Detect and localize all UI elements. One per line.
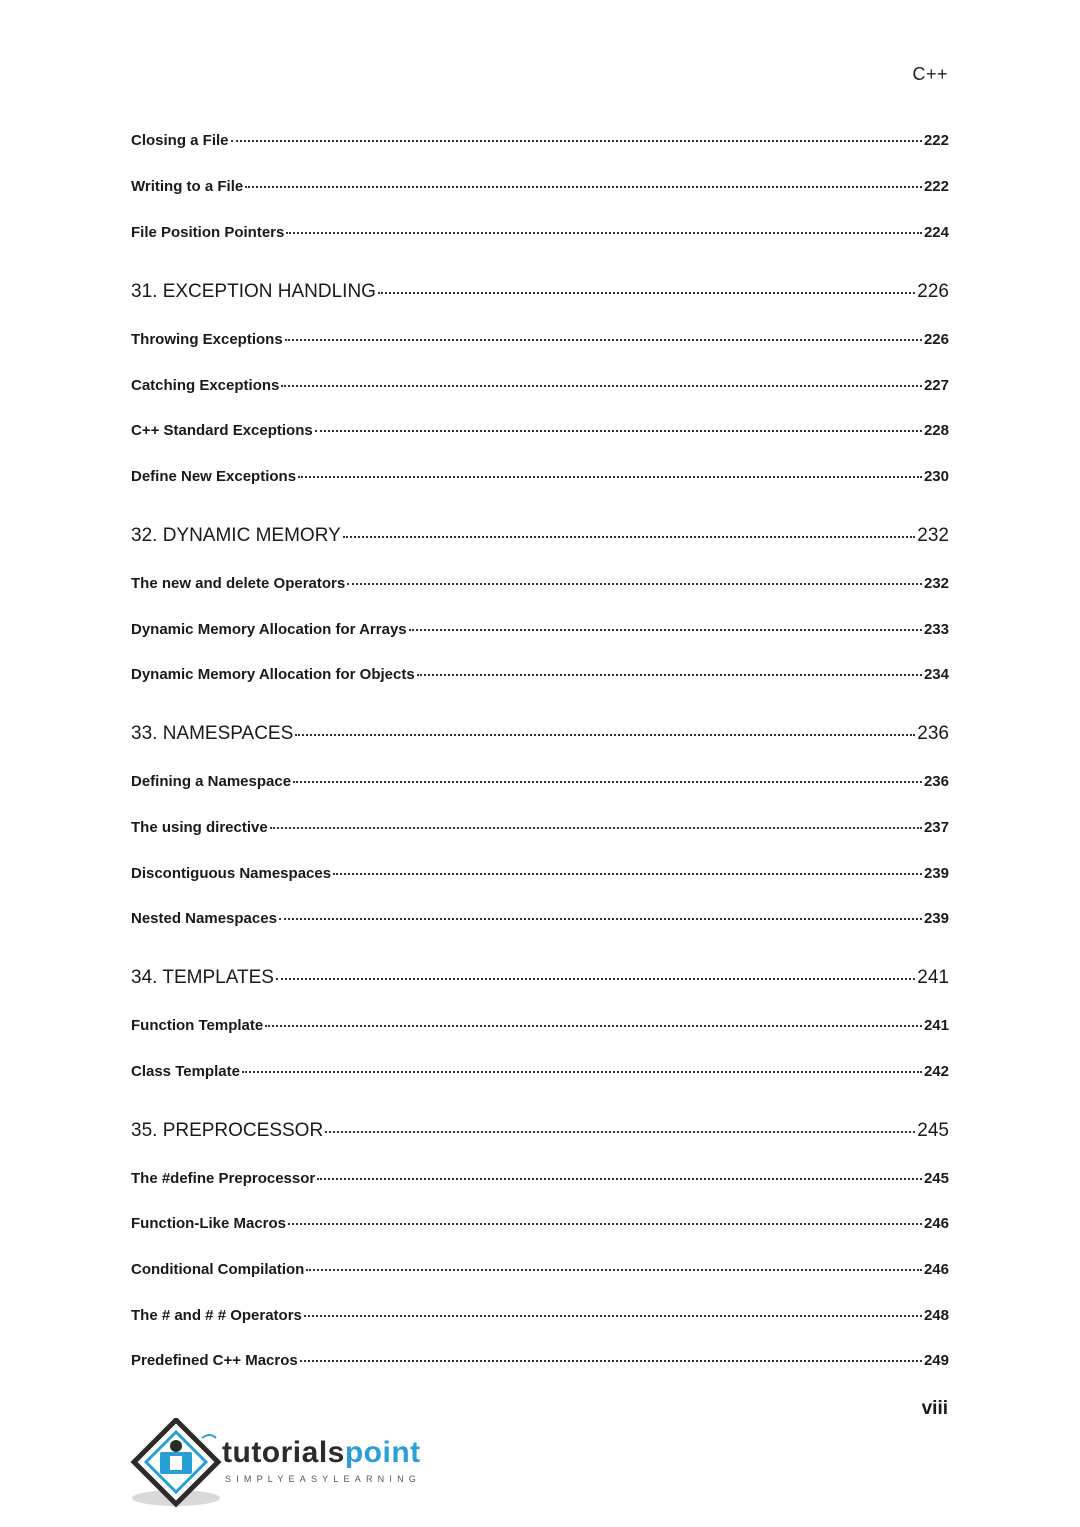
dot-leader: [279, 918, 922, 920]
toc-chapter[interactable]: [131, 1120, 949, 1142]
logo-word-tutorials: tutorials: [222, 1436, 345, 1469]
dot-leader: [242, 1071, 922, 1073]
toc-entry-label: Defining a Namespace: [131, 773, 292, 790]
toc-chapter[interactable]: [131, 967, 949, 989]
toc-entry-label: Function Template: [131, 1017, 264, 1034]
dot-leader: [276, 978, 915, 980]
dot-leader: [333, 873, 922, 875]
toc-entry-page: 242: [923, 1063, 949, 1080]
toc-entry[interactable]: [131, 468, 949, 485]
toc-entry-label: Define New Exceptions: [131, 468, 297, 485]
toc-chapter[interactable]: [131, 723, 949, 745]
toc-entry-label: Class Template: [131, 1063, 240, 1080]
dot-leader: [378, 292, 915, 294]
dot-leader: [293, 781, 922, 783]
toc-entry-page: 246: [923, 1215, 949, 1232]
toc-entry[interactable]: [131, 132, 949, 149]
logo-emblem-icon: [130, 1418, 230, 1510]
toc-entry-label: File Position Pointers: [131, 224, 285, 241]
toc-chapter-page: 241: [917, 967, 949, 988]
tutorialspoint-logo: [130, 1418, 460, 1510]
toc-chapter-page: 236: [917, 723, 949, 744]
toc-entry-page: 246: [923, 1261, 949, 1278]
toc-chapter-label: 32. DYNAMIC MEMORY: [131, 525, 341, 546]
toc-entry-page: 222: [923, 178, 949, 195]
toc-entry-page: 245: [923, 1170, 949, 1187]
toc-entry[interactable]: [131, 1170, 949, 1187]
toc-entry[interactable]: [131, 575, 949, 592]
toc-entry-label: Catching Exceptions: [131, 377, 280, 394]
dot-leader: [347, 583, 922, 585]
toc-chapter-label: 31. EXCEPTION HANDLING: [131, 281, 376, 302]
toc-entry-page: 248: [923, 1307, 949, 1324]
toc-entry-page: 236: [923, 773, 949, 790]
dot-leader: [325, 1131, 915, 1133]
toc-chapter-page: 245: [917, 1120, 949, 1141]
dot-leader: [288, 1223, 922, 1225]
dot-leader: [315, 430, 922, 432]
dot-leader: [295, 734, 915, 736]
toc-entry[interactable]: [131, 621, 949, 638]
toc-entry-label: The # and # # Operators: [131, 1307, 302, 1324]
toc-entry[interactable]: [131, 1063, 949, 1080]
toc-entry-label: Function-Like Macros: [131, 1215, 287, 1232]
toc-entry[interactable]: [131, 1352, 949, 1369]
toc-entry-page: 230: [923, 468, 949, 485]
toc-entry-page: 232: [923, 575, 949, 592]
dot-leader: [304, 1315, 922, 1317]
toc-entry-page: 241: [923, 1017, 949, 1034]
dot-leader: [270, 827, 922, 829]
toc-entry-page: 228: [923, 422, 949, 439]
toc-entry-label: Dynamic Memory Allocation for Arrays: [131, 621, 407, 638]
toc-chapter-label: 33. NAMESPACES: [131, 723, 294, 744]
dot-leader: [281, 385, 922, 387]
running-header: C++: [912, 64, 948, 84]
toc-entry[interactable]: [131, 178, 949, 195]
toc-entry[interactable]: [131, 1215, 949, 1232]
toc-entry-label: Throwing Exceptions: [131, 331, 283, 348]
toc-entry[interactable]: [131, 865, 949, 882]
toc-entry-page: 226: [923, 331, 949, 348]
dot-leader: [343, 536, 916, 538]
toc-entry-label: Discontiguous Namespaces: [131, 865, 332, 882]
toc-entry[interactable]: [131, 1017, 949, 1034]
dot-leader: [298, 476, 922, 478]
logo-tagline: SIMPLYEASYLEARNING: [225, 1474, 421, 1484]
toc-entry[interactable]: [131, 1307, 949, 1324]
toc-entry-label: C++ Standard Exceptions: [131, 422, 313, 439]
toc-entry-label: The new and delete Operators: [131, 575, 346, 592]
toc-chapter-label: 34. TEMPLATES: [131, 967, 274, 988]
toc-entry-label: Dynamic Memory Allocation for Objects: [131, 666, 415, 683]
toc-entry[interactable]: [131, 331, 949, 348]
toc-entry[interactable]: [131, 422, 949, 439]
dot-leader: [300, 1360, 922, 1362]
dot-leader: [417, 674, 922, 676]
page-number: viii: [921, 1398, 948, 1419]
dot-leader: [286, 232, 922, 234]
toc-entry-label: Conditional Compilation: [131, 1261, 305, 1278]
logo-wordmark: [222, 1436, 421, 1470]
toc-entry-label: The #define Preprocessor: [131, 1170, 316, 1187]
toc-entry-page: 237: [923, 819, 949, 836]
toc-entry[interactable]: [131, 224, 949, 241]
toc-entry[interactable]: [131, 819, 949, 836]
toc-chapter-page: 226: [917, 281, 949, 302]
toc-entry-page: 249: [923, 1352, 949, 1369]
dot-leader: [306, 1269, 922, 1271]
toc-entry-label: The using directive: [131, 819, 268, 836]
toc-entry-page: 233: [923, 621, 949, 638]
toc-chapter-page: 232: [917, 525, 949, 546]
toc-entry-label: Nested Namespaces: [131, 910, 277, 927]
toc-entry-page: 239: [923, 865, 949, 882]
toc-entry-label: Predefined C++ Macros: [131, 1352, 298, 1369]
dot-leader: [245, 186, 922, 188]
toc-entry-label: Writing to a File: [131, 178, 244, 195]
dot-leader: [317, 1178, 922, 1180]
toc-entry[interactable]: [131, 377, 949, 394]
dot-leader: [285, 339, 922, 341]
toc-chapter[interactable]: [131, 525, 949, 547]
toc-entry-page: 222: [923, 132, 949, 149]
dot-leader: [231, 140, 922, 142]
toc-entry-page: 224: [923, 224, 949, 241]
dot-leader: [265, 1025, 922, 1027]
toc-entry[interactable]: [131, 773, 949, 790]
toc-entry[interactable]: [131, 910, 949, 927]
dot-leader: [409, 629, 922, 631]
toc-entry[interactable]: [131, 666, 949, 683]
toc-entry-page: 239: [923, 910, 949, 927]
toc-entry-page: 234: [923, 666, 949, 683]
toc-chapter[interactable]: [131, 281, 949, 303]
logo-word-point: point: [344, 1436, 421, 1469]
toc-entry-label: Closing a File: [131, 132, 229, 149]
toc-chapter-label: 35. PREPROCESSOR: [131, 1120, 324, 1141]
toc-entry-page: 227: [923, 377, 949, 394]
toc-entry[interactable]: [131, 1261, 949, 1278]
